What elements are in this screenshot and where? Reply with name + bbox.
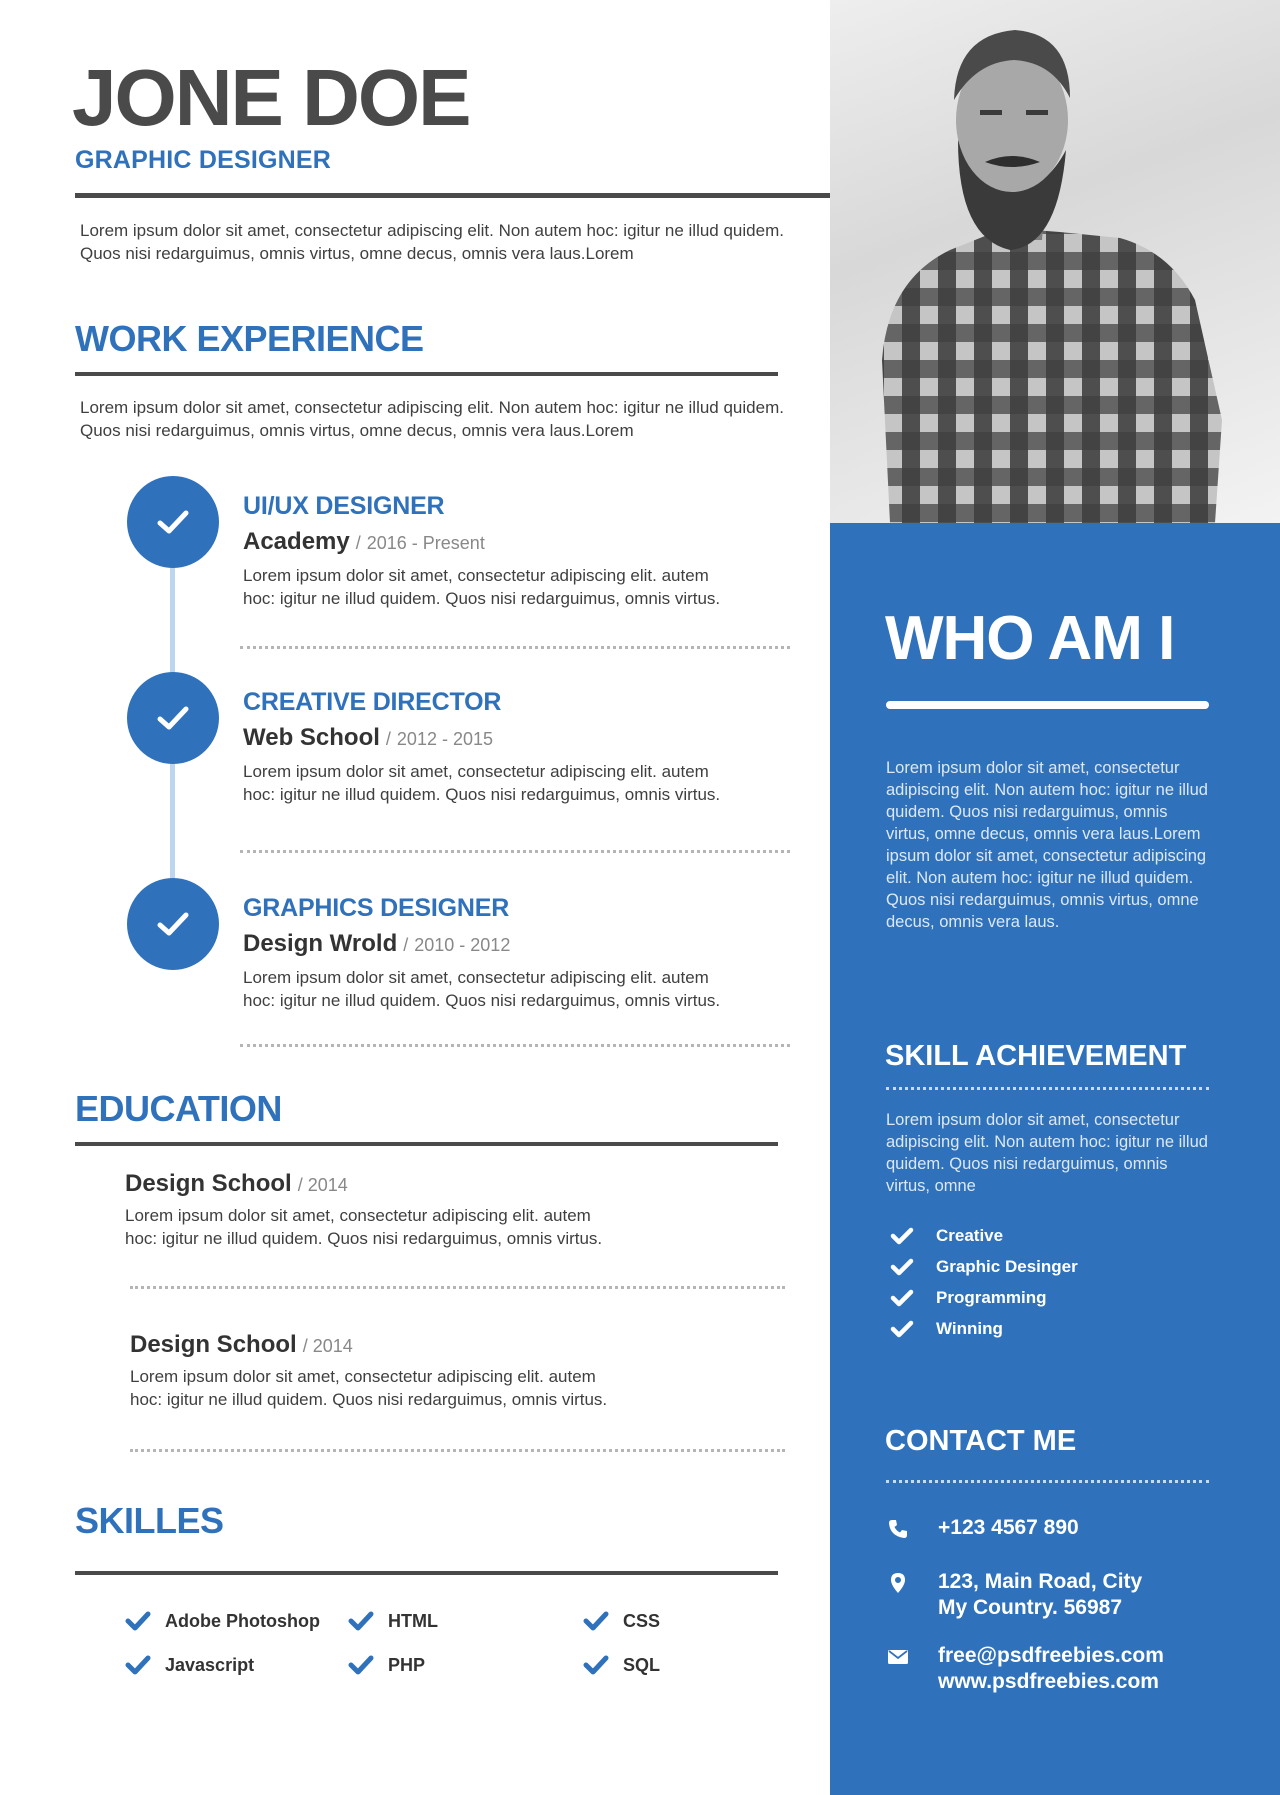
education-divider-dotted <box>130 1286 785 1289</box>
achievement-item <box>890 1288 1047 1308</box>
job-description: Lorem ipsum dolor sit amet, consectetur adipiscing elit. autem hoc: igitur ne illud quidem. Quos nisi redarguimus, omnis virtus. <box>243 762 721 804</box>
skill-item <box>125 1610 320 1632</box>
job-entry <box>0 672 830 862</box>
check-icon <box>890 1288 914 1308</box>
contact-online[interactable] <box>886 1643 1164 1695</box>
job-separator: / <box>403 935 409 955</box>
education-year: / 2014 <box>297 1175 348 1195</box>
job-divider <box>240 646 790 649</box>
job-meta <box>243 930 510 958</box>
check-icon <box>156 704 190 732</box>
work-experience-title: WORK EXPERIENCE <box>75 318 424 359</box>
sidebar <box>830 523 1280 1795</box>
skill-achievement-divider <box>886 1087 1209 1090</box>
who-am-i-text: Lorem ipsum dolor sit amet, consectetur adipiscing elit. Non autem hoc: igitur ne illud quidem. Quos nisi redarguimus, omnis virtus, omne decus, omnis vera laus.Lorem ipsum dolor sit amet, consectetur adipiscing elit. Non autem hoc: igitur ne illud quidem. Quos nisi redarguimus, omnis virtus, omne decus, omnis vera laus. <box>886 759 1208 931</box>
check-icon <box>125 1654 151 1676</box>
location-pin-icon <box>886 1571 910 1595</box>
job-entry <box>0 476 830 666</box>
education-meta <box>125 1170 825 1198</box>
job-dates: 2016 - Present <box>366 533 485 553</box>
profile-photo <box>830 0 1280 523</box>
header-divider <box>75 193 840 198</box>
job-description: Lorem ipsum dolor sit amet, consectetur adipiscing elit. autem hoc: igitur ne illud quidem. Quos nisi redarguimus, omnis virtus. <box>243 566 721 608</box>
skills-title: SKILLES <box>75 1500 224 1541</box>
skill-item <box>583 1610 660 1632</box>
skill-label: SQL <box>623 1654 661 1675</box>
phone-icon <box>886 1517 910 1541</box>
person-name: JONE DOE <box>72 53 470 142</box>
who-am-i-divider <box>886 701 1209 709</box>
skill-achievement-text: Lorem ipsum dolor sit amet, consectetur adipiscing elit. Non autem hoc: igitur ne illud quidem. Quos nisi redarguimus, omnis virtus, omne <box>886 1111 1208 1195</box>
skill-item <box>583 1654 660 1676</box>
skill-item <box>348 1654 425 1676</box>
check-icon <box>156 910 190 938</box>
skill-label: HTML <box>388 1610 438 1631</box>
job-meta <box>243 724 493 752</box>
person-role: GRAPHIC DESIGNER <box>75 146 332 174</box>
job-title: CREATIVE DIRECTOR <box>243 688 502 716</box>
achievement-label: Creative <box>936 1226 1004 1245</box>
address-line-2: My Country. 56987 <box>938 1596 1123 1619</box>
check-icon <box>890 1226 914 1246</box>
contact-me-title: CONTACT ME <box>885 1425 1077 1457</box>
address-line-1: 123, Main Road, City <box>938 1570 1143 1593</box>
job-dates: 2012 - 2015 <box>396 729 494 749</box>
job-title: UI/UX DESIGNER <box>243 492 445 520</box>
job-title: GRAPHICS DESIGNER <box>243 894 510 922</box>
skill-label: Javascript <box>165 1654 255 1675</box>
achievement-label: Programming <box>936 1288 1047 1307</box>
education-entry <box>125 1170 825 1250</box>
check-icon <box>348 1610 374 1632</box>
achievement-label: Graphic Desinger <box>936 1257 1078 1276</box>
achievement-label: Winning <box>936 1319 1003 1338</box>
phone-number: +123 4567 890 <box>938 1516 1079 1539</box>
job-separator: / <box>385 729 391 749</box>
skill-label: CSS <box>623 1610 661 1631</box>
intro-text: Lorem ipsum dolor sit amet, consectetur adipiscing elit. Non autem hoc: igitur ne illud quidem. Quos nisi redarguimus, omnis virtus, omne decus, omnis vera laus.Lorem <box>80 221 784 263</box>
education-title: EDUCATION <box>75 1088 282 1129</box>
education-meta <box>130 1331 830 1359</box>
skill-item <box>348 1610 438 1632</box>
job-description: Lorem ipsum dolor sit amet, consectetur adipiscing elit. autem hoc: igitur ne illud quidem. Quos nisi redarguimus, omnis virtus. <box>243 968 721 1010</box>
education-description: Lorem ipsum dolor sit amet, consectetur adipiscing elit. autem hoc: igitur ne illud quidem. Quos nisi redarguimus, omnis virtus. <box>125 1206 603 1248</box>
job-dates: 2010 - 2012 <box>414 935 511 955</box>
check-icon <box>583 1654 609 1676</box>
portrait-illustration <box>830 0 1280 523</box>
job-divider <box>240 1044 790 1047</box>
check-icon <box>348 1654 374 1676</box>
job-organization: Academy <box>243 528 350 555</box>
check-icon <box>156 508 190 536</box>
email-link[interactable]: free@psdfreebies.com <box>938 1644 1164 1667</box>
job-divider <box>240 850 790 853</box>
education-divider <box>75 1142 778 1146</box>
job-organization: Design Wrold <box>243 930 398 957</box>
education-description: Lorem ipsum dolor sit amet, consectetur adipiscing elit. autem hoc: igitur ne illud quidem. Quos nisi redarguimus, omnis virtus. <box>130 1367 608 1409</box>
education-school: Design School <box>130 1331 297 1358</box>
check-icon <box>890 1319 914 1339</box>
contact-me-divider <box>886 1480 1209 1483</box>
skill-item <box>125 1654 254 1676</box>
contact-phone[interactable] <box>886 1515 1079 1541</box>
job-check-badge <box>127 476 219 568</box>
skill-label: PHP <box>388 1654 426 1675</box>
education-divider-dotted <box>130 1449 785 1452</box>
work-experience-intro: Lorem ipsum dolor sit amet, consectetur adipiscing elit. Non autem hoc: igitur ne illud quidem. Quos nisi redarguimus, omnis virtus, omne decus, omnis vera laus.Lorem <box>80 398 784 440</box>
who-am-i-title: WHO AM I <box>885 604 1175 673</box>
check-icon <box>890 1257 914 1277</box>
envelope-icon <box>886 1645 910 1669</box>
job-organization: Web School <box>243 724 380 751</box>
skill-label: Adobe Photoshop <box>165 1610 320 1631</box>
skills-divider <box>75 1571 778 1575</box>
achievement-item <box>890 1319 1003 1339</box>
contact-address <box>886 1569 1142 1621</box>
check-icon <box>125 1610 151 1632</box>
job-meta <box>243 528 485 556</box>
job-check-badge <box>127 672 219 764</box>
education-school: Design School <box>125 1170 292 1197</box>
job-entry <box>0 878 830 1068</box>
skill-achievement-title: SKILL ACHIEVEMENT <box>885 1040 1187 1072</box>
job-check-badge <box>127 878 219 970</box>
job-separator: / <box>355 533 361 553</box>
website-link[interactable]: www.psdfreebies.com <box>938 1670 1159 1693</box>
achievement-item <box>890 1257 1078 1277</box>
achievement-item <box>890 1226 1003 1246</box>
education-year: / 2014 <box>302 1336 353 1356</box>
work-experience-divider <box>75 372 778 376</box>
education-entry <box>130 1331 830 1411</box>
check-icon <box>583 1610 609 1632</box>
